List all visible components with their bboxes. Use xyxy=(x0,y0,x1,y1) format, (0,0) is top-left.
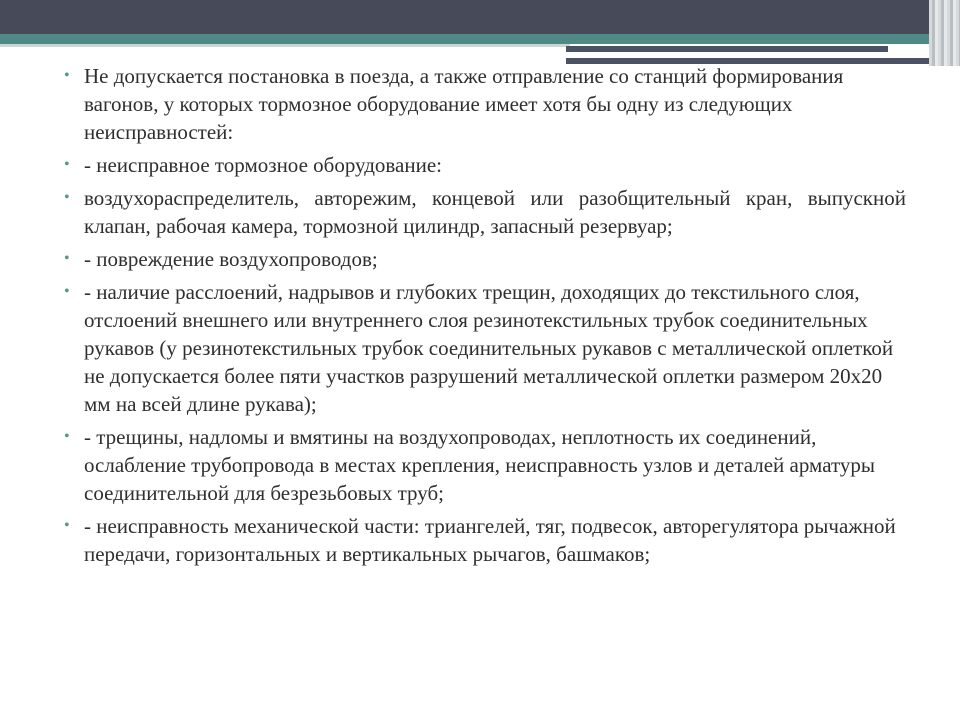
bullet-icon: • xyxy=(64,250,70,267)
list-item xyxy=(60,423,906,507)
list-item-text: воздухораспределитель, авторежим, концевой или разобщительный кран, выпускной клапан, рабочая камера, тормозной цилиндр, запасный резервуар; xyxy=(84,186,906,238)
list-item xyxy=(60,62,906,146)
decorative-corner-stripes xyxy=(929,0,960,66)
bullet-icon: • xyxy=(64,428,70,445)
header-accent-shadow xyxy=(0,44,570,47)
list-item xyxy=(60,245,906,273)
decorative-line xyxy=(566,46,888,52)
list-item xyxy=(60,184,906,240)
bullet-icon: • xyxy=(64,156,70,173)
list-item-text: Не допускается постановка в поезда, а также отправление со станций формирования вагонов, у которых тормозное оборудование имеет хотя бы одну из следующих неисправностей: xyxy=(84,64,844,144)
list-item-text: - неисправность механической части: триангелей, тяг, подвесок, авторегулятора рычажной передачи, горизонтальных и вертикальных рычагов, башмаков; xyxy=(84,514,896,566)
list-item-text: - наличие расслоений, надрывов и глубоких трещин, доходящих до текстильного слоя, отслоений внешнего или внутреннего слоя резинотекстильных трубок соединительных рукавов (у резинотекстильных трубок соединительных рукавов с металлической оплеткой не допускается более пяти участков разрушений металлической оплетки размером 20х20 мм на всей длине рукава); xyxy=(84,280,894,416)
list-item-text: - повреждение воздухопроводов; xyxy=(84,247,378,271)
bullet-icon: • xyxy=(64,67,70,84)
header-bar xyxy=(0,0,960,34)
bullet-icon: • xyxy=(64,189,70,206)
bullet-icon: • xyxy=(64,517,70,534)
list-item-text: - неисправное тормозное оборудование: xyxy=(84,153,442,177)
bullet-list xyxy=(60,62,906,573)
bullet-icon: • xyxy=(64,283,70,300)
list-item-text: - трещины, надломы и вмятины на воздухопроводах, неплотность их соединений, ослабление трубопровода в местах крепления, неисправность узлов и деталей арматуры соединительной для безрезьбовых труб; xyxy=(84,425,875,505)
list-item xyxy=(60,278,906,418)
header-accent-band xyxy=(0,34,960,44)
list-item xyxy=(60,512,906,568)
list-item xyxy=(60,151,906,179)
